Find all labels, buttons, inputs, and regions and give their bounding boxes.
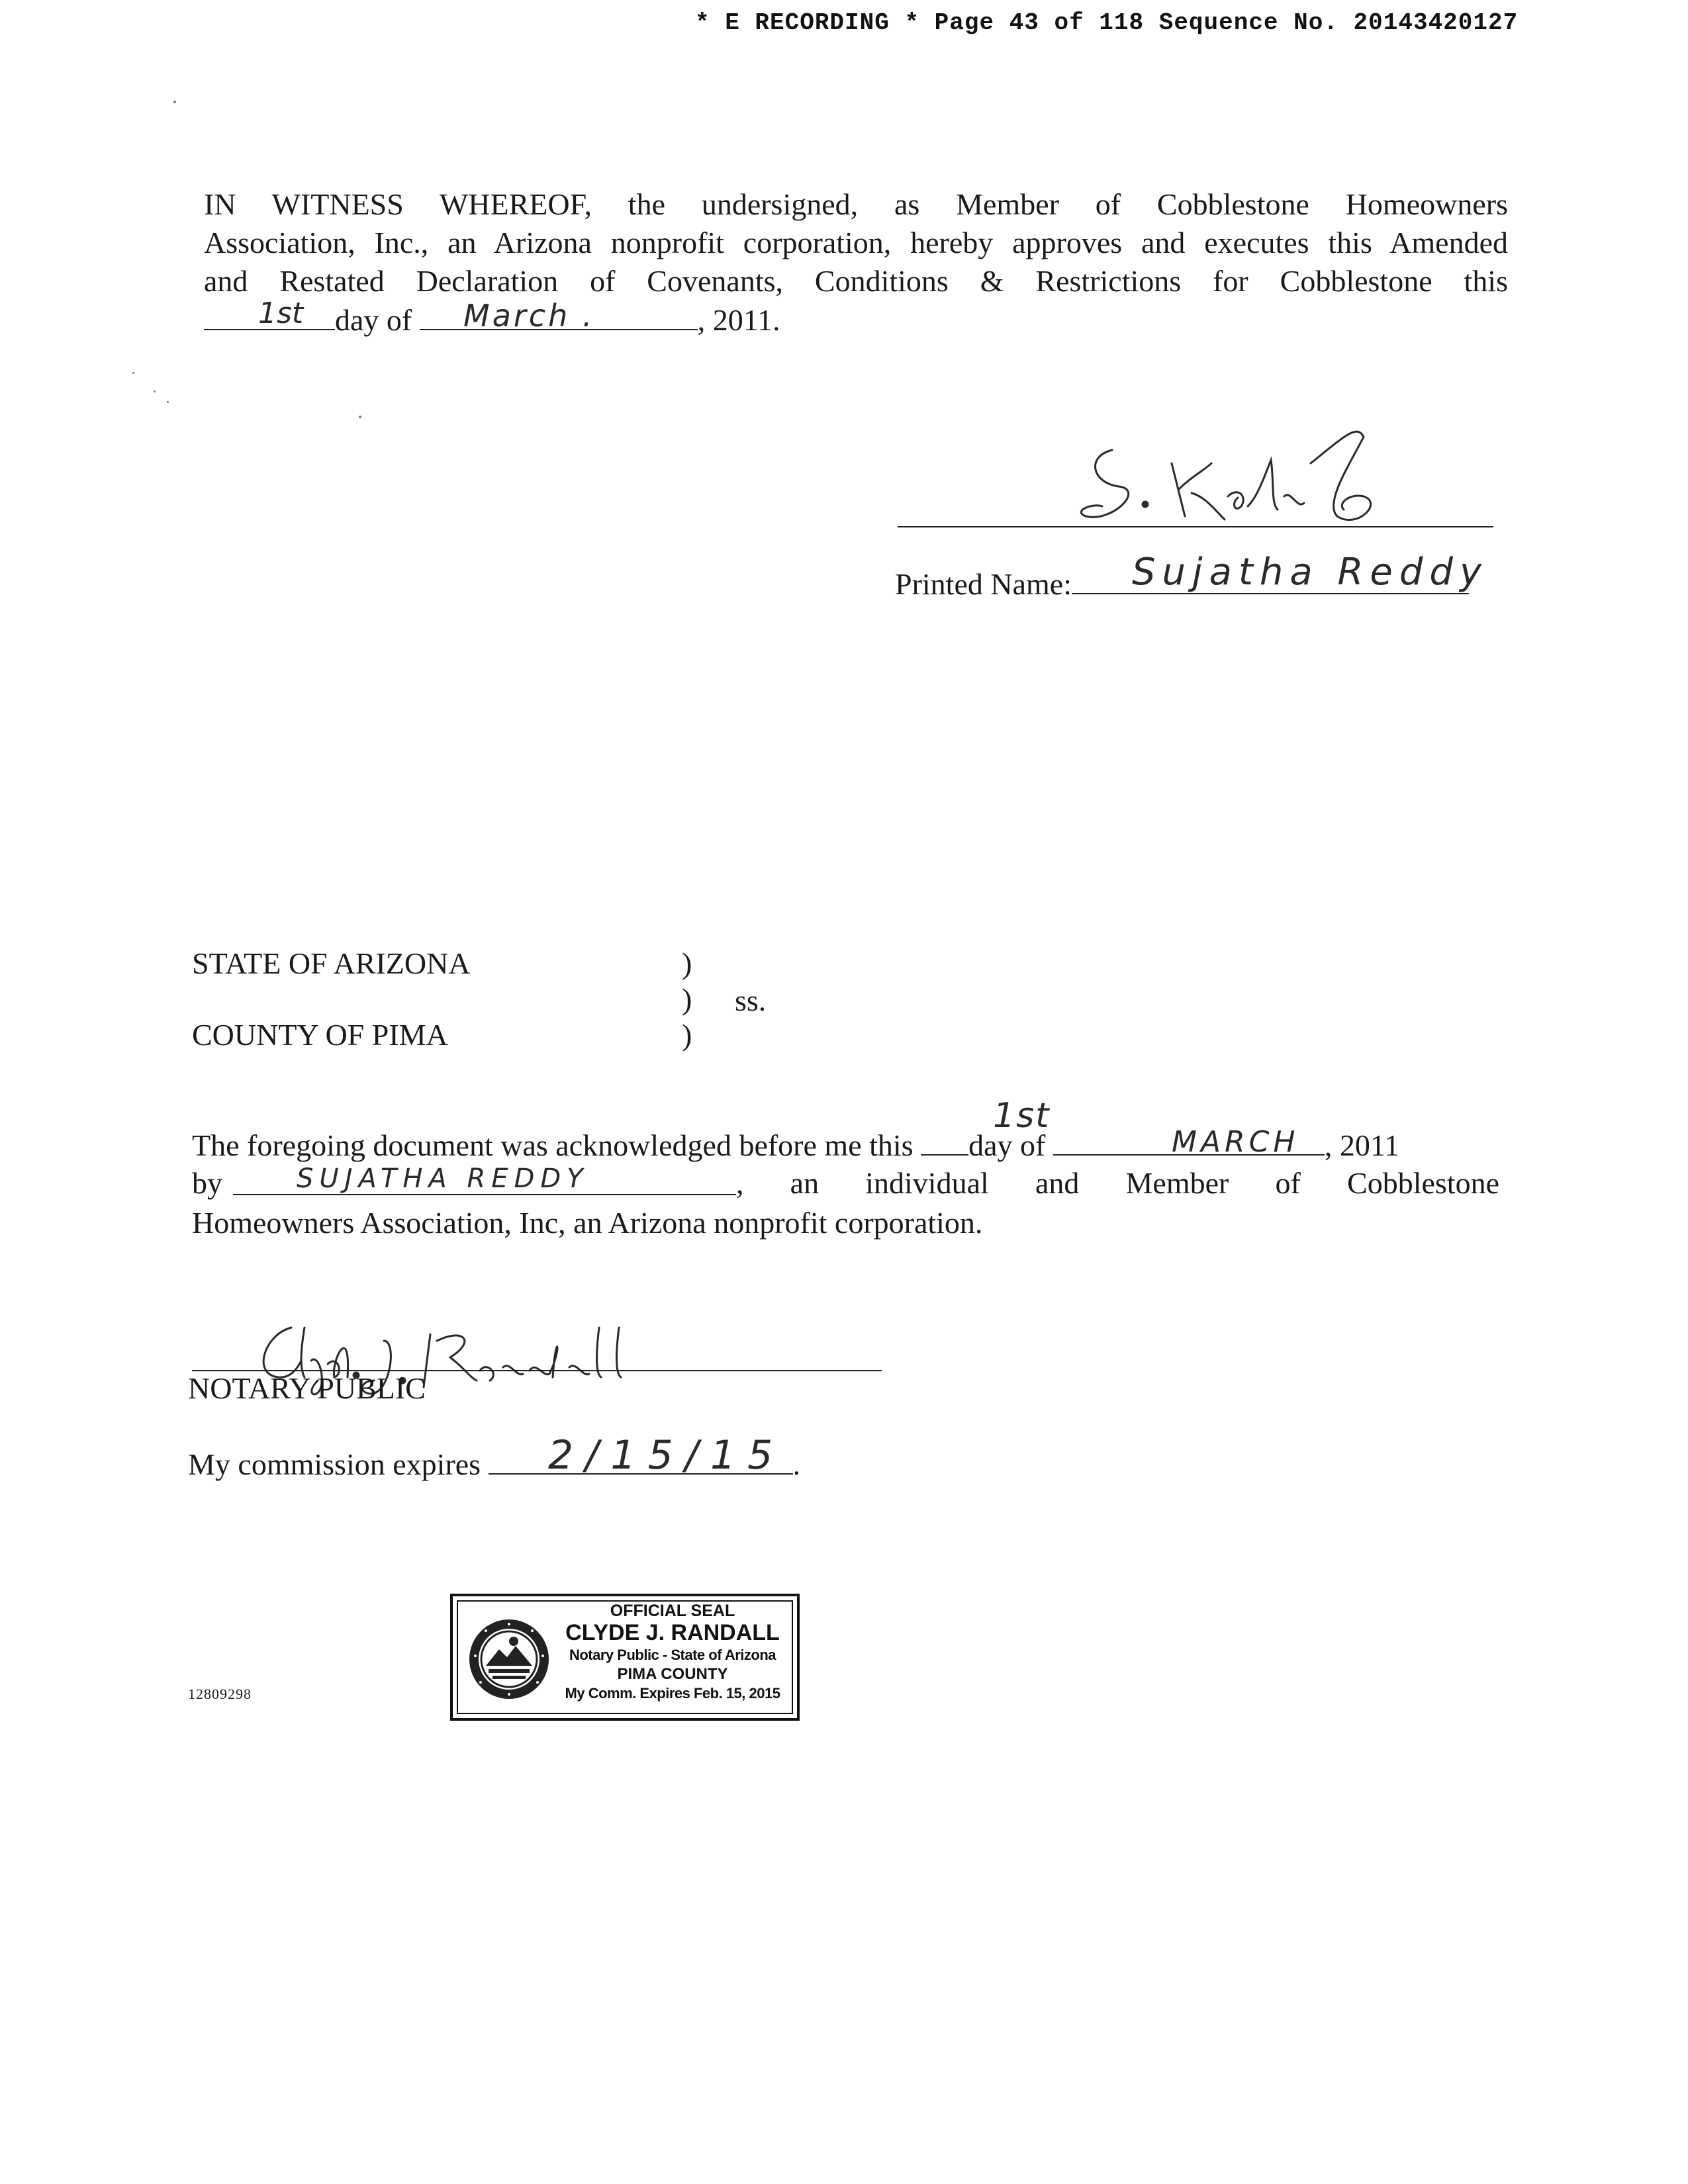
ack-line-3: Homeowners Association, Inc, an Arizona nonprofit corporation. (192, 1206, 983, 1240)
seal-name: CLYDE J. RANDALL (565, 1620, 780, 1645)
speck (132, 372, 134, 374)
speck (359, 416, 361, 418)
ack-line-2-a: by (192, 1166, 222, 1200)
commission-label: My commission expires (188, 1447, 481, 1481)
witness-line-3: and Restated Declaration of Covenants, Conditions & Restrictions for Cobblestone this (204, 264, 1508, 298)
seal-expires: My Comm. Expires Feb. 15, 2015 (565, 1685, 780, 1702)
speck (154, 390, 156, 392)
ack-name-handwritten: SUJATHA REDDY (297, 1163, 589, 1194)
speck (167, 401, 169, 403)
seal-text-block (552, 1602, 793, 1703)
witness-line-2: Association, Inc., an Arizona nonprofit corporation, hereby approves and executes this Amended (204, 226, 1508, 259)
seal-title: OFFICIAL SEAL (610, 1602, 735, 1620)
venue-paren-3: ) (682, 1018, 692, 1052)
notary-public-label: NOTARY PUBLIC (188, 1371, 426, 1405)
witness-line-1: IN WITNESS WHEREOF, the undersigned, as Member of Cobblestone Homeowners (204, 187, 1508, 221)
venue-paren-1: ) (682, 946, 692, 980)
seal-line3: Notary Public - State of Arizona (569, 1647, 776, 1663)
ack-line-1-b: day of (968, 1128, 1046, 1162)
ack-line-1-a: The foregoing document was acknowledged before me this (192, 1128, 914, 1162)
commission-period: . (792, 1447, 801, 1481)
speck (173, 101, 176, 103)
witness-year-suffix: , 2011. (697, 303, 780, 337)
arizona-state-seal-icon (466, 1616, 552, 1702)
member-signature-line (898, 526, 1493, 527)
ack-month-handwritten: MARCH (1172, 1125, 1299, 1159)
member-signature (1072, 424, 1417, 536)
official-seal-stamp (450, 1594, 800, 1721)
document-number: 12809298 (188, 1686, 252, 1702)
ack-line-2-b: , an individual and Member of Cobblestone (736, 1166, 1499, 1200)
venue-ss: ss. (735, 983, 767, 1017)
ack-day-handwritten: 1st (993, 1096, 1051, 1136)
recording-header: * E RECORDING * Page 43 of 118 Sequence No. 20143420127 (695, 9, 1519, 36)
witness-day-suffix: day of (335, 303, 412, 337)
printed-name-label: Printed Name: (895, 567, 1072, 601)
commission-date-handwritten: 2/15/15 (548, 1432, 785, 1479)
venue-state: STATE OF ARIZONA (192, 946, 471, 980)
seal-county: PIMA COUNTY (617, 1665, 728, 1683)
witness-paragraph (204, 185, 1508, 300)
ack-line-1-c: , 2011 (1324, 1128, 1400, 1162)
printed-name-handwritten: Sujatha Reddy (1132, 551, 1489, 594)
witness-month-handwritten: March . (463, 298, 595, 334)
ack-day-blank (921, 1125, 968, 1156)
venue-paren-2: ) (682, 982, 692, 1016)
venue-county: COUNTY OF PIMA (192, 1018, 448, 1052)
witness-day-handwritten: 1st (258, 296, 304, 330)
